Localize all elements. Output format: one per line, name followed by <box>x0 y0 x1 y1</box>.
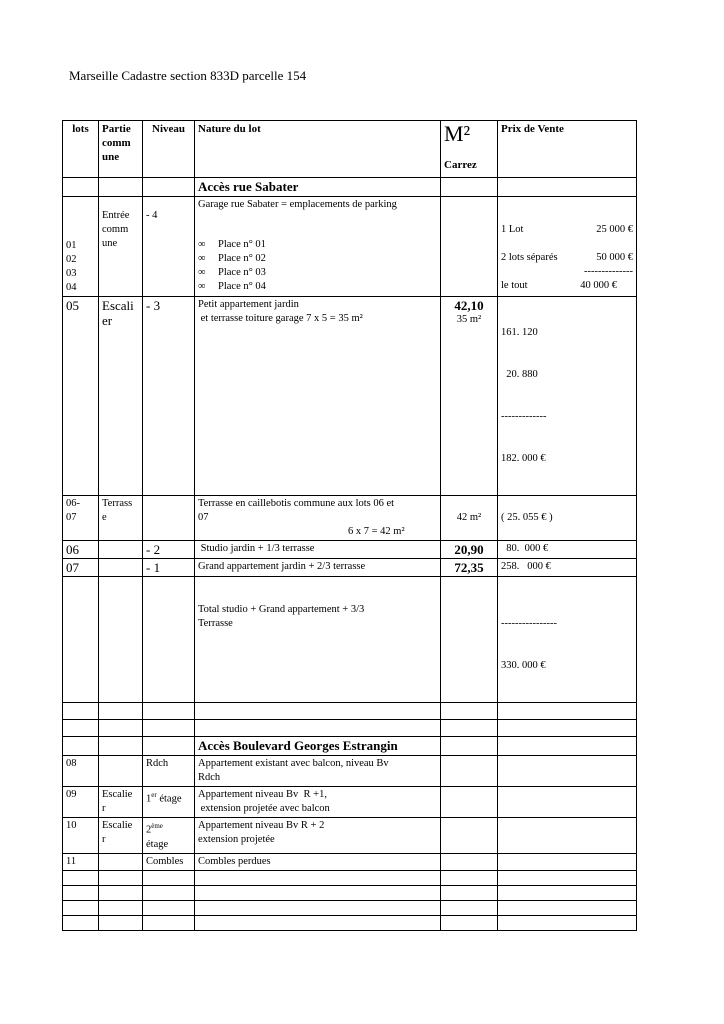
cell-lot-06-07: 06- 07 <box>63 496 99 541</box>
table-row-08 <box>63 756 637 787</box>
table-row-06 <box>63 541 637 559</box>
infinity-bullet-icon: ∞ <box>198 253 206 264</box>
cell-lot-05: 05 <box>63 297 99 496</box>
cell-niveau-05: - 3 <box>143 297 195 496</box>
cell-nature-total: Total studio + Grand appartement + 3/3 Terrasse <box>195 577 441 703</box>
infinity-bullet-icon: ∞ <box>198 267 206 278</box>
cell-nature-05: Petit appartement jardin et terrasse toiture garage 7 x 5 = 35 m² <box>195 297 441 496</box>
header-lots: lots <box>63 121 99 178</box>
cell-m2-06: 20,90 <box>441 541 498 559</box>
cell-prix-06: 80. 000 € <box>498 541 637 559</box>
cell-lots-garage: 01 02 03 04 <box>63 197 99 297</box>
section-title-sabater: Accès rue Sabater <box>195 178 441 197</box>
cell-niveau-06: - 2 <box>143 541 195 559</box>
table-row-09 <box>63 787 637 818</box>
cadastre-table <box>62 120 637 931</box>
empty-row <box>63 900 637 915</box>
cell-prix-06-07: ( 25. 055 € ) <box>498 496 637 541</box>
cell-nature-06-07: Terrasse en caillebotis commune aux lots 06 et 07 6 x 7 = 42 m² <box>195 496 441 541</box>
cell-m2-06-07: 42 m² <box>441 496 498 541</box>
cell-nature-06: Studio jardin + 1/3 terrasse <box>195 541 441 559</box>
cell-nature-10: Appartement niveau Bv R + 2 extension projetée <box>195 818 441 854</box>
table-row-11 <box>63 853 637 870</box>
section-title-estrangin: Accès Boulevard Georges Estrangin <box>195 737 441 756</box>
cell-niveau-11: Combles <box>143 853 195 870</box>
cell-nature-11: Combles perdues <box>195 853 441 870</box>
empty-row <box>63 870 637 885</box>
header-prix: Prix de Vente <box>498 121 637 178</box>
header-m2: M² Carrez <box>441 121 498 178</box>
infinity-bullet-icon: ∞ <box>198 281 206 292</box>
table-row-07 <box>63 559 637 577</box>
cell-niveau-garage: - 4 <box>143 197 195 297</box>
cell-niveau-07: - 1 <box>143 559 195 577</box>
empty-row <box>63 885 637 900</box>
cell-niveau-10: 2ème étage <box>143 818 195 854</box>
cell-partie-09: Escalie r <box>99 787 143 818</box>
section-row-sabater <box>63 178 637 197</box>
header-row <box>63 121 637 178</box>
cell-lot-09: 09 <box>63 787 99 818</box>
cell-nature-09: Appartement niveau Bv R +1, extension projetée avec balcon <box>195 787 441 818</box>
cell-lot-08: 08 <box>63 756 99 787</box>
cell-niveau-09: 1er étage <box>143 787 195 818</box>
empty-row <box>63 915 637 930</box>
table-row-10 <box>63 818 637 854</box>
cell-lot-10: 10 <box>63 818 99 854</box>
cell-prix-05: 161. 120 20. 880 ------------- 182. 000 € <box>498 297 637 496</box>
cell-nature-08: Appartement existant avec balcon, niveau Bv Rdch <box>195 756 441 787</box>
infinity-bullet-icon: ∞ <box>198 239 206 250</box>
cell-lot-11: 11 <box>63 853 99 870</box>
table-row-total <box>63 577 637 703</box>
page-title: Marseille Cadastre section 833D parcelle 154 <box>69 68 307 83</box>
cell-m2-05: 42,10 35 m² <box>441 297 498 496</box>
cell-partie-garage: Entrée comm une <box>99 197 143 297</box>
cell-partie-06-07: Terrass e <box>99 496 143 541</box>
cell-lot-07: 07 <box>63 559 99 577</box>
cell-m2-07: 72,35 <box>441 559 498 577</box>
header-nature: Nature du lot <box>195 121 441 178</box>
cell-lot-06: 06 <box>63 541 99 559</box>
cell-nature-garage: Garage rue Sabater = emplacements de parking ∞ Place n° 01 ∞ Place n° 02 ∞ Place n° 03 ∞ Place n° 04 <box>195 197 441 297</box>
cell-prix-total: ---------------- 330. 000 € <box>498 577 637 703</box>
cell-nature-07: Grand appartement jardin + 2/3 terrasse <box>195 559 441 577</box>
section-row-estrangin <box>63 737 637 756</box>
table-row-06-07 <box>63 496 637 541</box>
table-row-garage <box>63 197 637 297</box>
header-partie: Partie comm une <box>99 121 143 178</box>
cell-partie-10: Escalie r <box>99 818 143 854</box>
cell-prix-garage: 1 Lot 25 000 € 2 lots séparés 50 000 € -------------- le tout 40 000 € <box>498 197 637 297</box>
cell-prix-07: 258. 000 € <box>498 559 637 577</box>
cell-partie-05: Escali er <box>99 297 143 496</box>
empty-row <box>63 720 637 737</box>
empty-row <box>63 703 637 720</box>
header-niveau: Niveau <box>143 121 195 178</box>
cell-niveau-08: Rdch <box>143 756 195 787</box>
table-row-05 <box>63 297 637 496</box>
